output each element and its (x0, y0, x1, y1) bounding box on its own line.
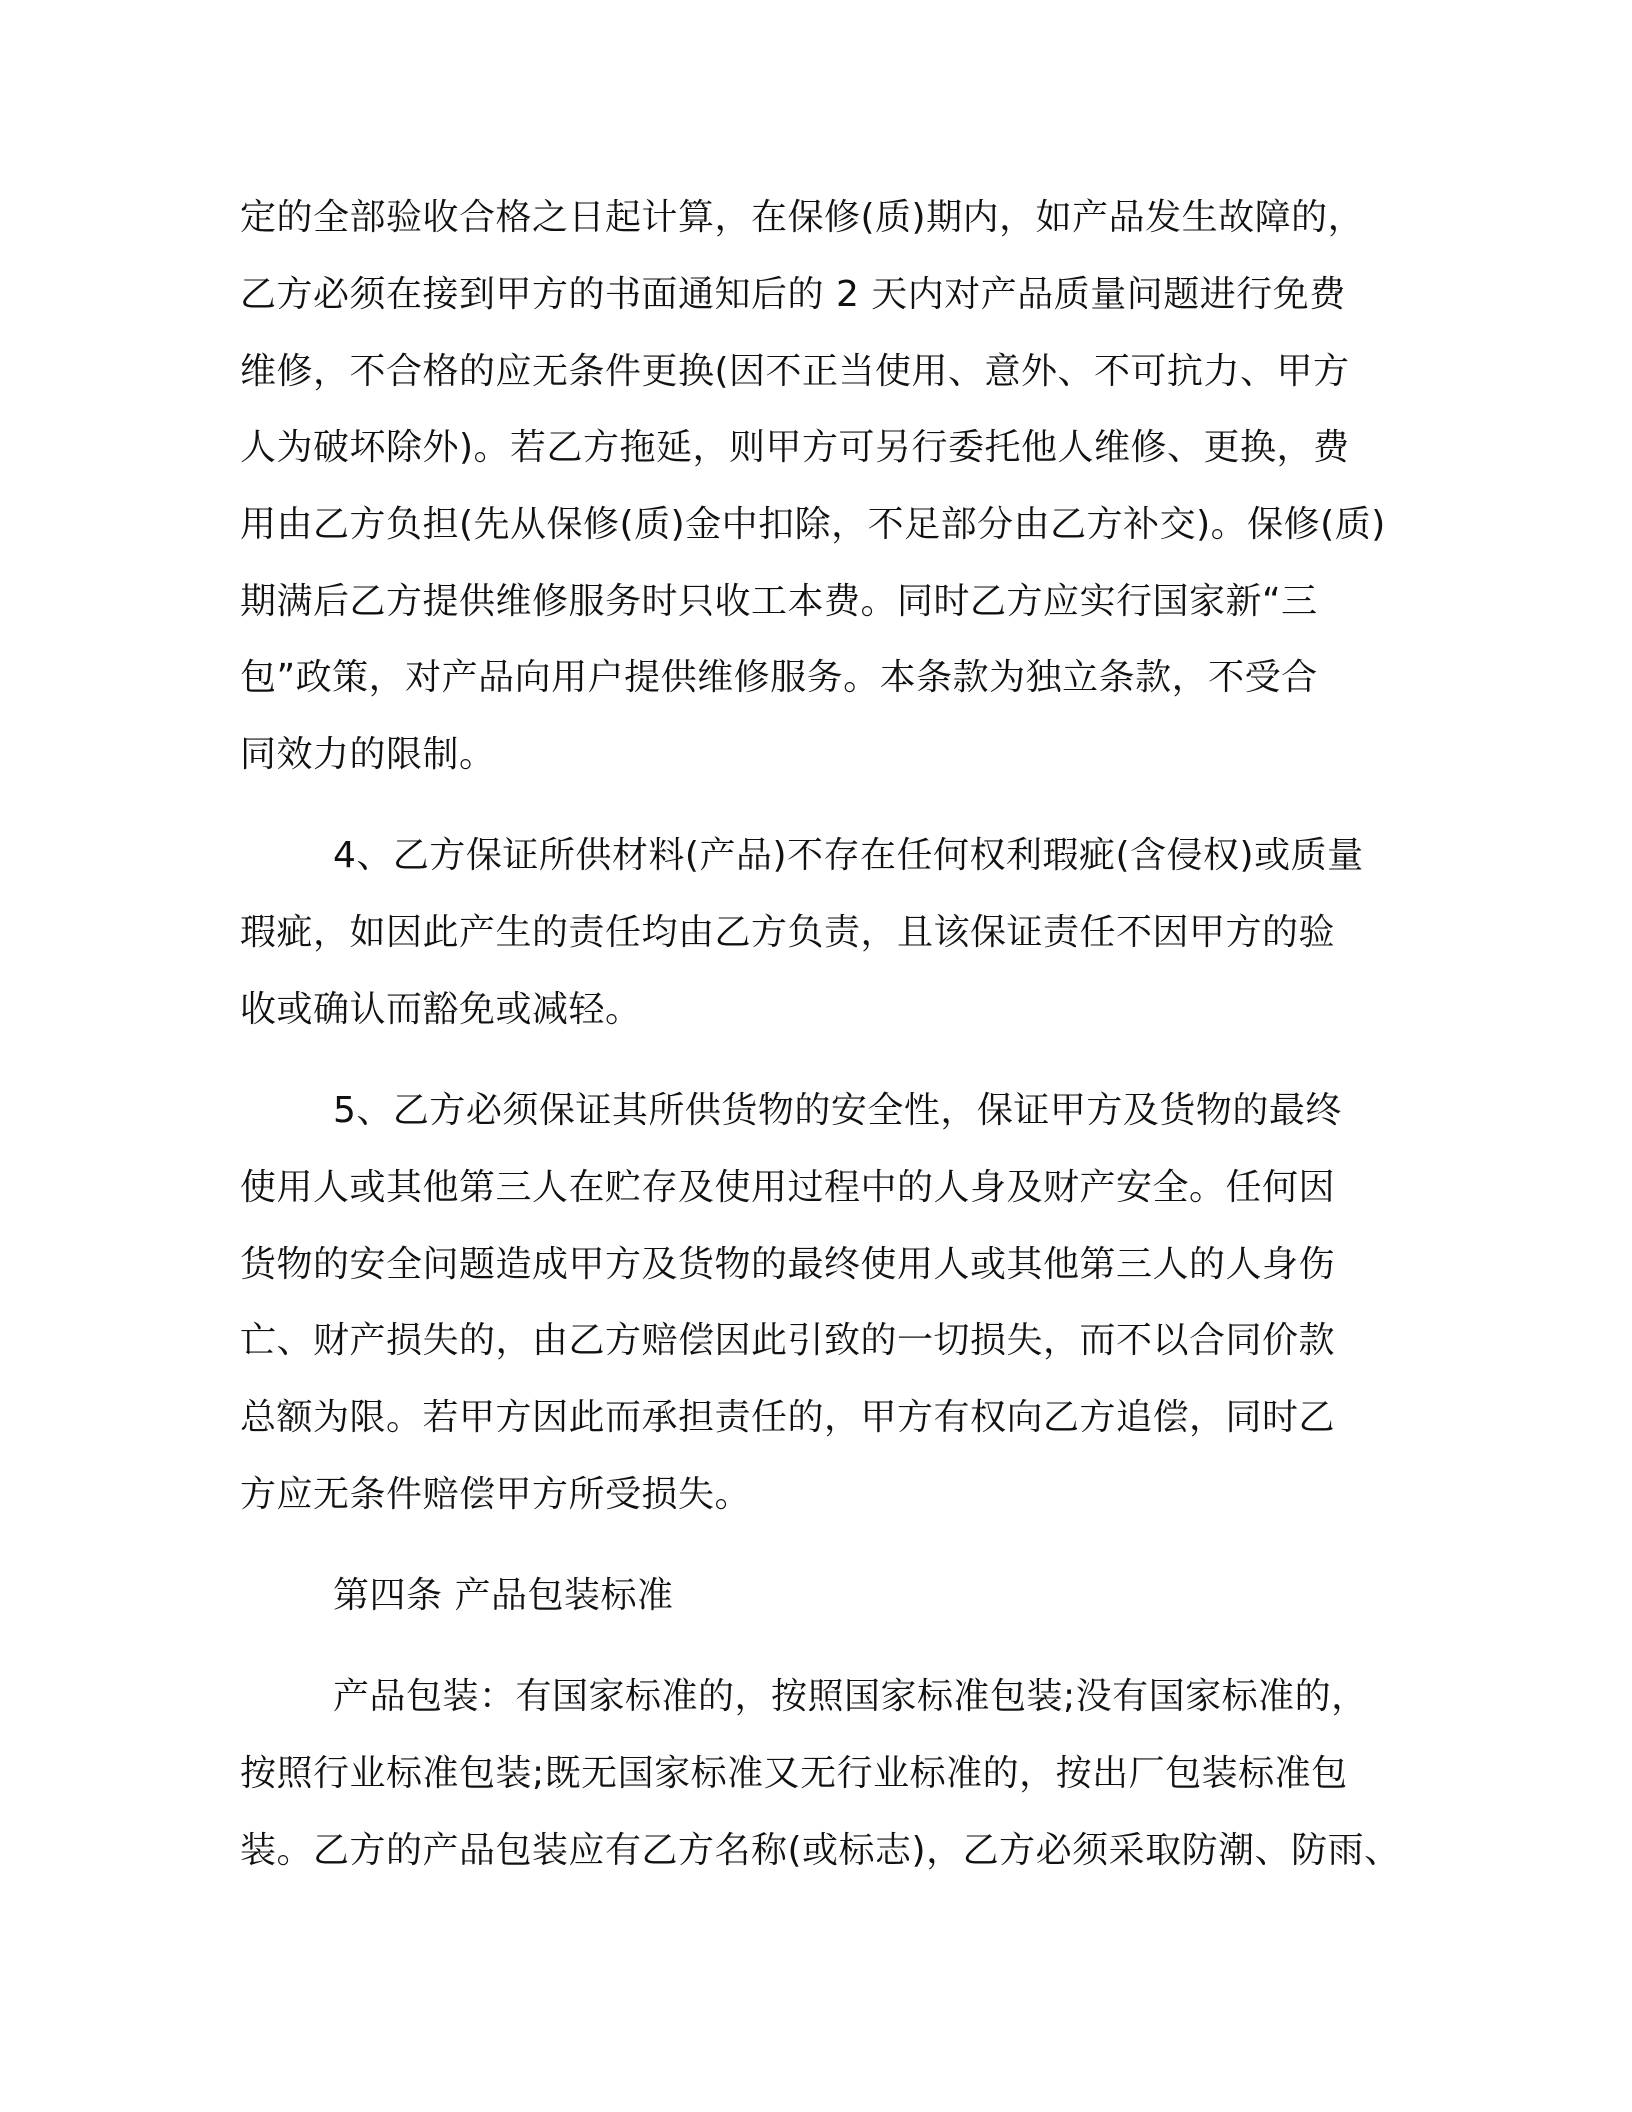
text-line: 同效力的限制。 (240, 734, 496, 775)
text-line: 包”政策，对产品向用户提供维修服务。本条款为独立条款，不受合 (240, 657, 1318, 698)
text-line: 按照行业标准包装;既无国家标准又无行业标准的，按出厂包装标准包 (240, 1753, 1348, 1794)
section-heading: 第四条 产品包装标准 (333, 1575, 674, 1616)
text-line: 维修，不合格的应无条件更换(因不正当使用、意外、不可抗力、甲方 (240, 351, 1350, 392)
text-line: 期满后乙方提供维修服务时只收工本费。同时乙方应实行国家新“三 (240, 581, 1318, 622)
text-line: 定的全部验收合格之日起计算，在保修(质)期内，如产品发生故障的， (240, 197, 1365, 238)
text-line: 总额为限。若甲方因此而承担责任的，甲方有权向乙方追偿，同时乙 (240, 1397, 1336, 1438)
text-line: 产品包装：有国家标准的，按照国家标准包装;没有国家标准的， (333, 1676, 1368, 1717)
text-line: 5、乙方必须保证其所供货物的安全性，保证甲方及货物的最终 (333, 1090, 1342, 1131)
text-line: 瑕疵，如因此产生的责任均由乙方负责，且该保证责任不因甲方的验 (240, 912, 1336, 953)
text-line: 使用人或其他第三人在贮存及使用过程中的人身及财产安全。任何因 (240, 1167, 1336, 1208)
text-line: 亡、财产损失的，由乙方赔偿因此引致的一切损失，而不以合同价款 (240, 1320, 1336, 1361)
text-line: 4、乙方保证所供材料(产品)不存在任何权利瑕疵(含侵权)或质量 (333, 835, 1364, 876)
text-line: 用由乙方负担(先从保修(质)金中扣除，不足部分由乙方补交)。保修(质) (240, 504, 1386, 545)
text-line: 人为破坏除外)。若乙方拖延，则甲方可另行委托他人维修、更换，费 (240, 427, 1350, 468)
text-line: 货物的安全问题造成甲方及货物的最终使用人或其他第三人的人身伤 (240, 1244, 1336, 1285)
text-line: 装。乙方的产品包装应有乙方名称(或标志)，乙方必须采取防潮、防雨、 (240, 1830, 1401, 1871)
text-line: 乙方必须在接到甲方的书面通知后的 2 天内对产品质量问题进行免费 (240, 274, 1346, 315)
text-line: 收或确认而豁免或减轻。 (240, 989, 642, 1030)
text-line: 方应无条件赔偿甲方所受损失。 (240, 1474, 752, 1515)
